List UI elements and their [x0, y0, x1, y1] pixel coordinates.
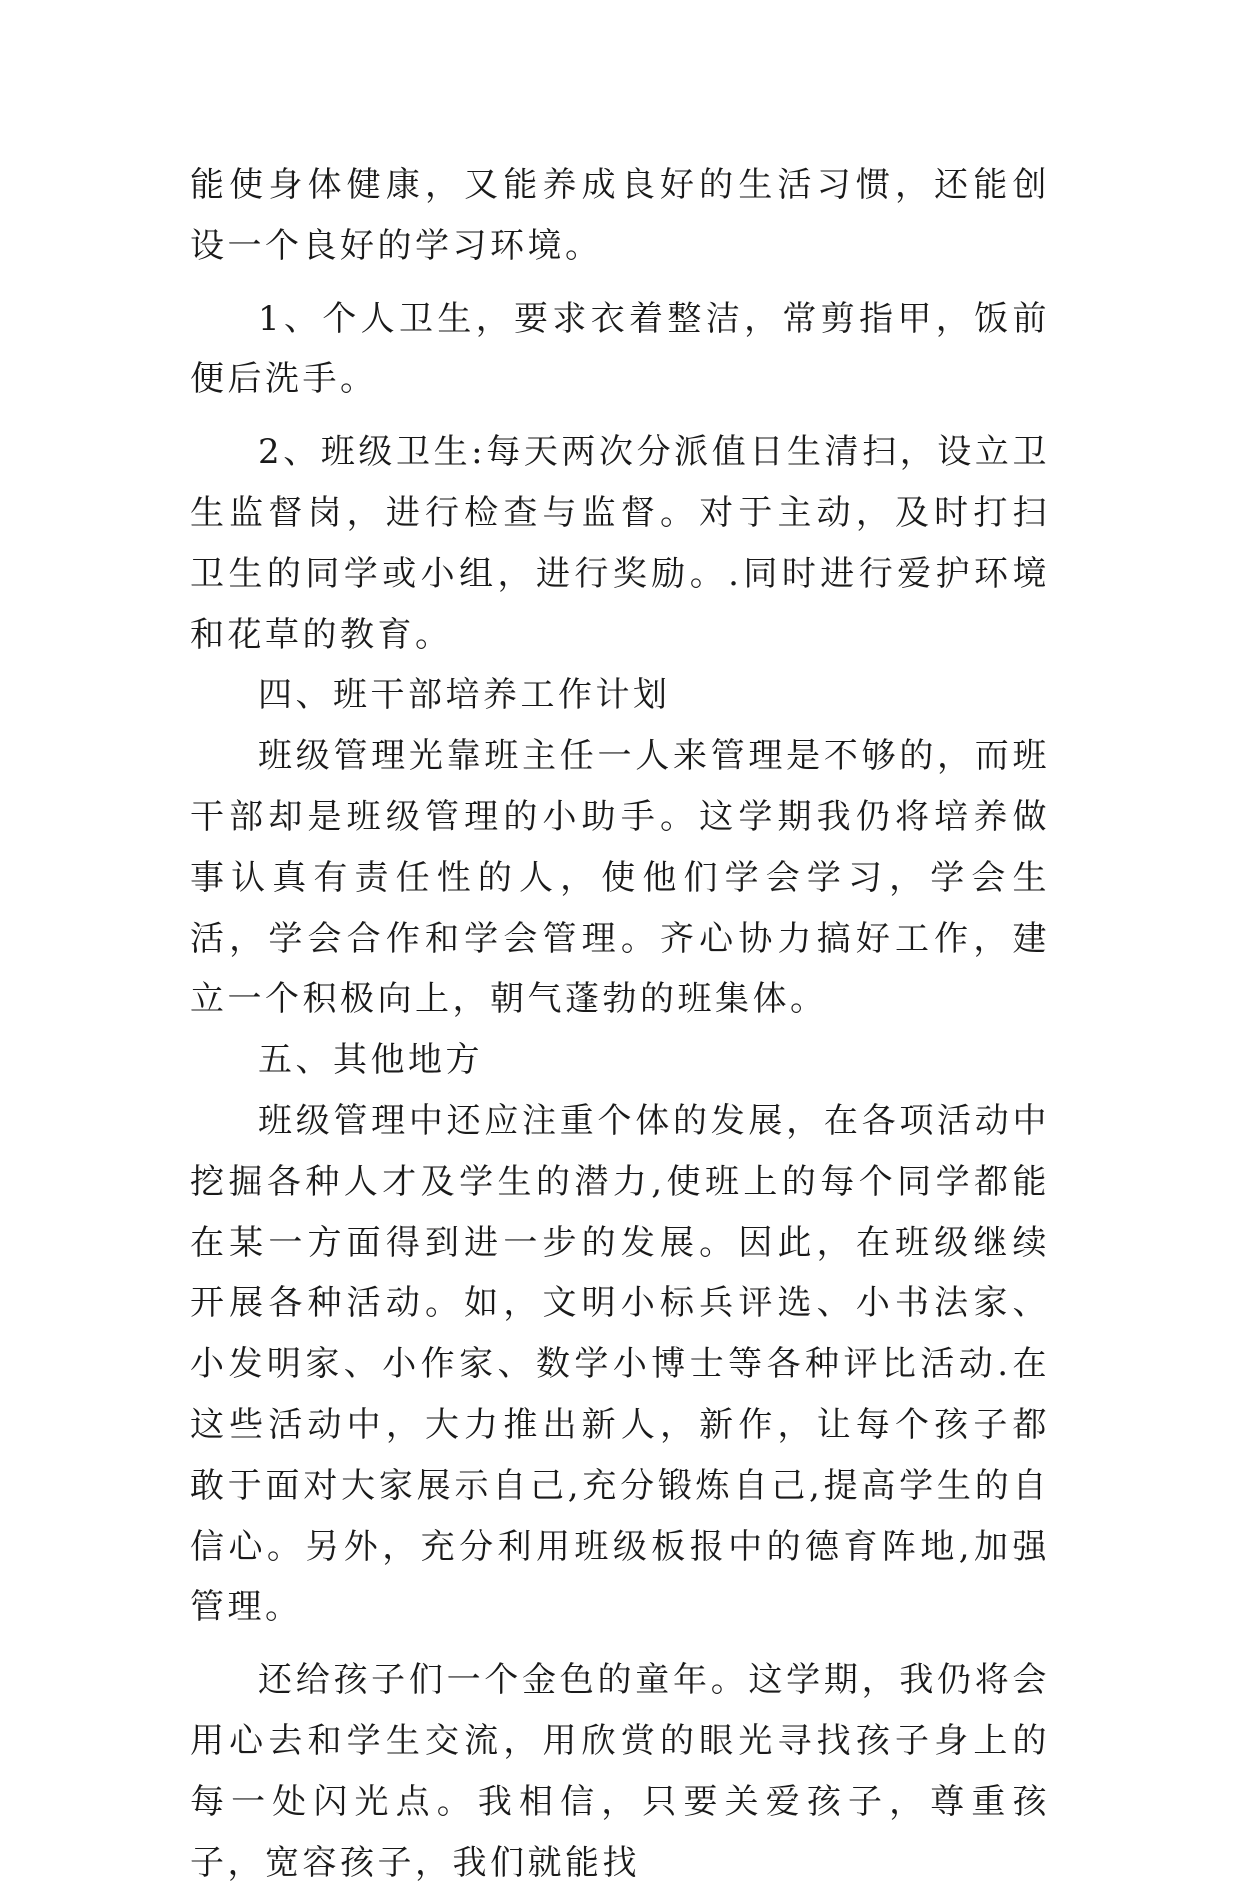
section-heading-other: 五、其他地方 — [258, 1040, 483, 1081]
paragraph-other: 班级管理中还应注重个体的发展，在各项活动中挖掘各种人才及学生的潜力,使班上的每个同学都能在某一方面得到进一步的发展。因此，在班级继续开展各种活动。如，文明小标兵评选、小书法家、小发明家、小作家、数学小博士等各种评比活动.在这些活动中，大力推出新人，新作，让每个孩子都敢于面对大家展示自己,充分锻炼自己,提高学生的自信心。另外，充分利用班级板报中的德育阵地,加强管理。 — [190, 1100, 1050, 1628]
paragraph-class-hygiene: 2、班级卫生:每天两次分派值日生清扫，设立卫生监督岗，进行检查与监督。对于主动，及时打扫卫生的同学或小组，进行奖励。.同时进行爱护环境和花草的教育。 — [190, 432, 1050, 655]
document-body — [190, 155, 1050, 1893]
paragraph-class-cadre: 班级管理光靠班主任一人来管理是不够的，而班干部却是班级管理的小助手。这学期我仍将培养做事认真有责任性的人，使他们学会学习，学会生活，学会合作和学会管理。齐心协力搞好工作，建立一个积极向上，朝气蓬勃的班集体。 — [190, 736, 1050, 1020]
paragraph-personal-hygiene: 1、个人卫生，要求衣着整洁，常剪指甲，饭前便后洗手。 — [190, 298, 1050, 400]
paragraph-continuation: 能使身体健康，又能养成良好的生活习惯，还能创设一个良好的学习环境。 — [190, 165, 1050, 266]
paragraph-golden-childhood: 还给孩子们一个金色的童年。这学期，我仍将会用心去和学生交流，用欣赏的眼光寻找孩子身上的每一处闪光点。我相信，只要关爱孩子，尊重孩子，宽容孩子，我们就能找 — [190, 1660, 1050, 1883]
section-heading-class-cadre: 四、班干部培养工作计划 — [258, 675, 671, 716]
